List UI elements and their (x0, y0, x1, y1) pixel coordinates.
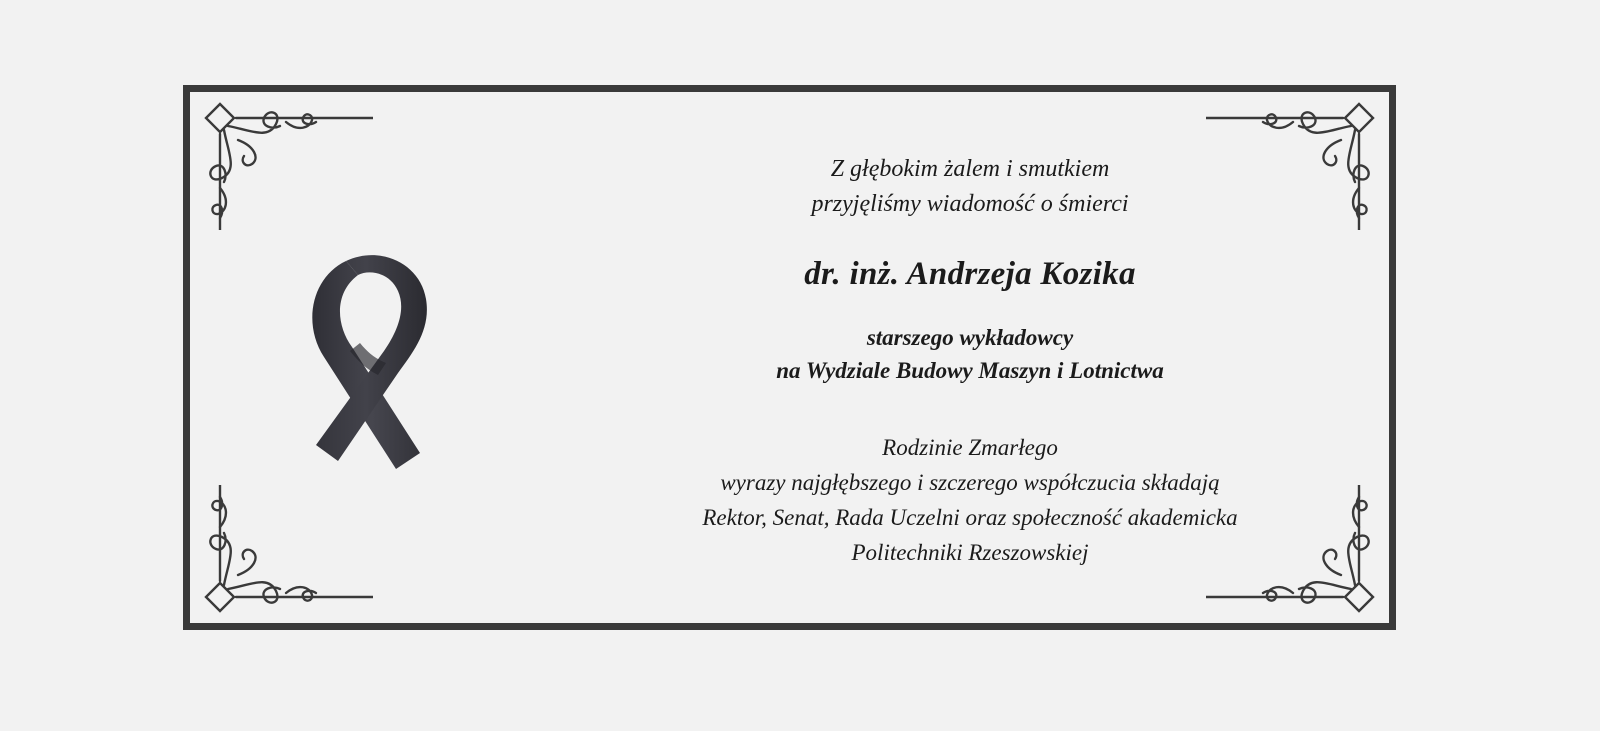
corner-flourish-icon-top-left (198, 100, 373, 230)
intro-line-1: Z głębokim żalem i smutkiem (830, 156, 1110, 182)
deceased-role (570, 321, 1370, 388)
condolence-line-1: Rodzinie Zmarłego (882, 435, 1058, 461)
deceased-name: dr. inż. Andrzeja Kozika (804, 255, 1136, 292)
condolence-line-4: Politechniki Rzeszowskiej (851, 540, 1089, 566)
condolence-text (570, 431, 1370, 571)
role-line-2: na Wydziale Budowy Maszyn i Lotnictwa (776, 357, 1164, 383)
mourning-ribbon-icon (300, 247, 460, 477)
obituary-text (570, 152, 1370, 571)
intro-line-2: przyjęliśmy wiadomość o śmierci (811, 190, 1129, 217)
condolence-line-2: wyrazy najgłębszego i szczerego współczucia składają (720, 470, 1220, 496)
role-line-1: starszego wykładowcy (866, 324, 1074, 350)
intro-text (570, 152, 1370, 222)
obituary-card (183, 85, 1396, 630)
corner-flourish-icon-bottom-left (198, 485, 373, 615)
condolence-line-3: Rektor, Senat, Rada Uczelni oraz społeczność akademicka (702, 505, 1238, 531)
